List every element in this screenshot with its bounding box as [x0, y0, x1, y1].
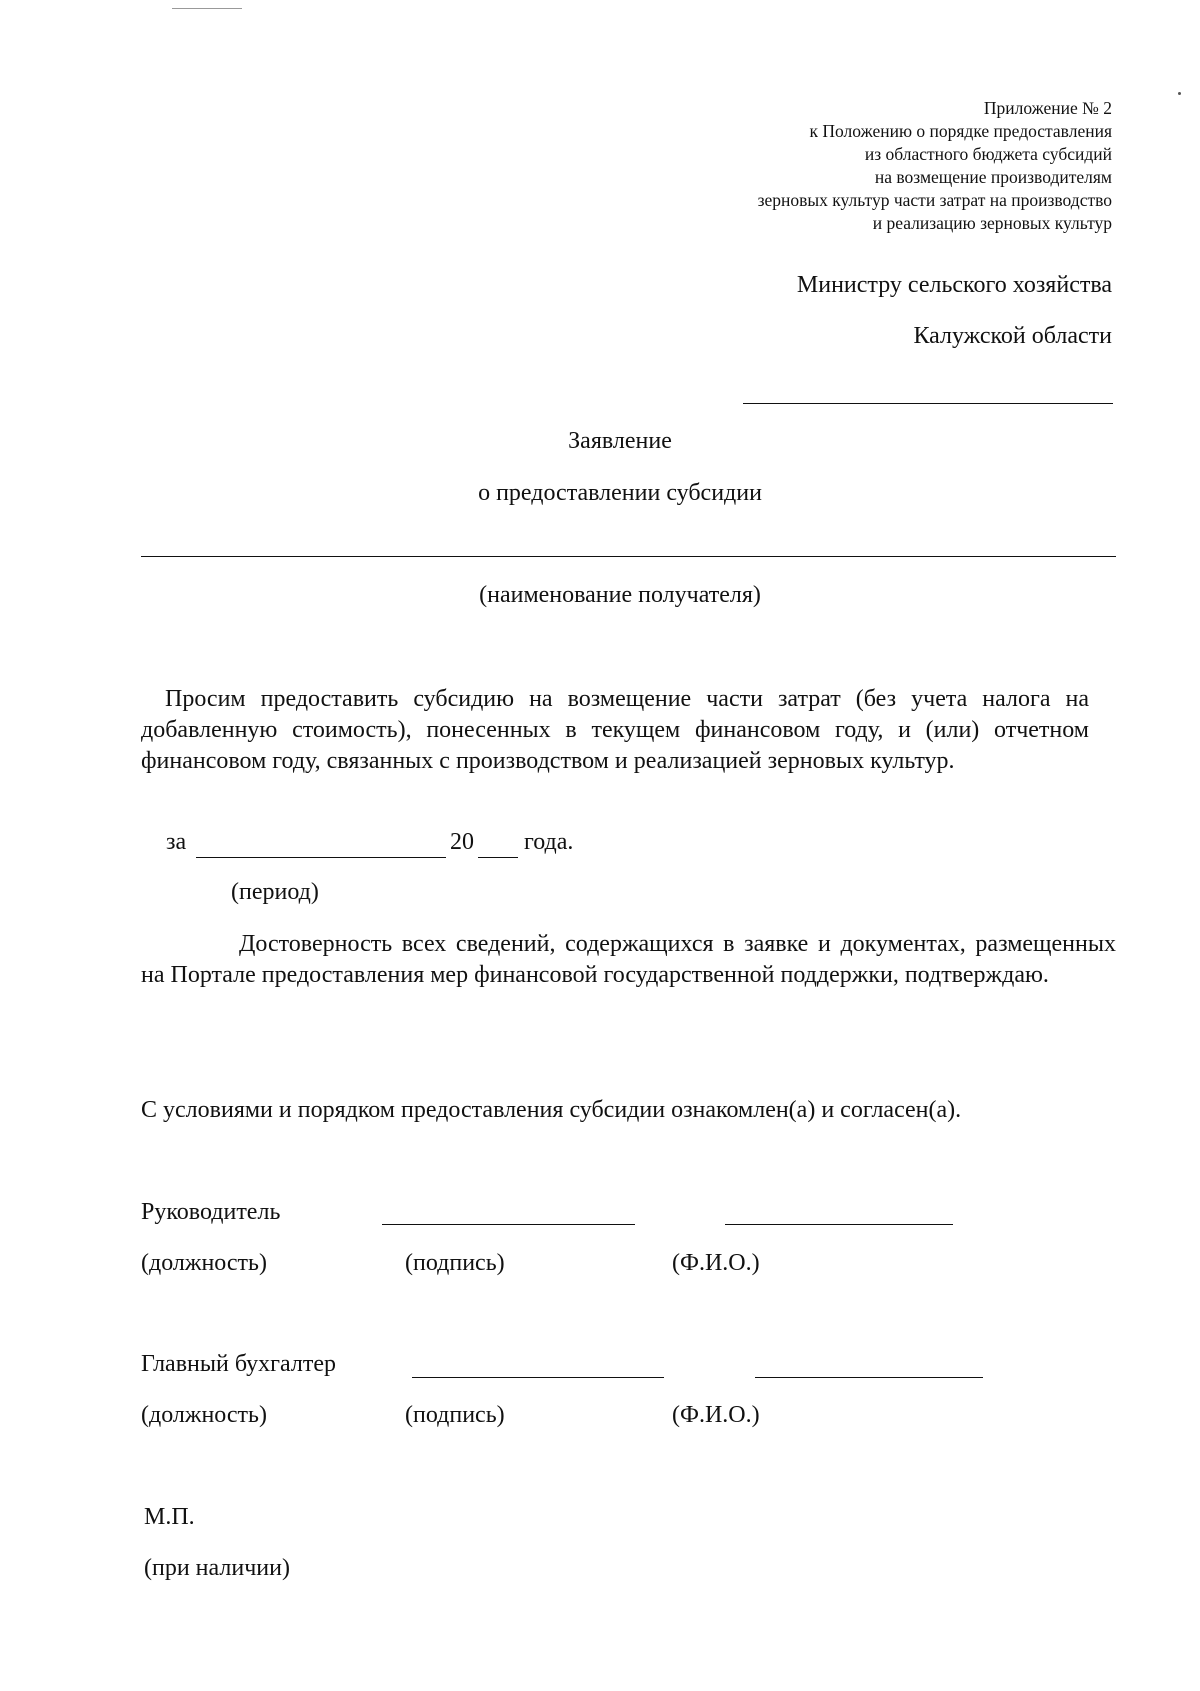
position-caption: (должность): [141, 1402, 267, 1428]
signer-role-accountant: Главный бухгалтер: [141, 1351, 336, 1377]
addressee-region: Калужской области: [913, 323, 1112, 349]
signature-caption: (подпись): [405, 1250, 505, 1276]
scan-artifact: [1178, 92, 1181, 95]
annex-number: Приложение № 2: [983, 98, 1112, 118]
annex-line: зерновых культур части затрат на производство: [757, 190, 1112, 210]
signature-caption: (подпись): [405, 1402, 505, 1428]
period-year-prefix: 20: [450, 829, 474, 855]
position-caption: (должность): [141, 1250, 267, 1276]
period-blank-line: [196, 857, 446, 858]
signature-blank-line: [412, 1377, 664, 1378]
seal-caption: (при наличии): [144, 1555, 290, 1581]
annex-line: из областного бюджета субсидий: [864, 144, 1112, 164]
scan-artifact: [172, 8, 242, 9]
request-paragraph: Просим предоставить субсидию на возмещение части затрат (без учета налога на добавленную стоимость), понесенных в текущем финансовом году, и (или) отчетном финансовом году, связанных с производством и реализацией зерновых культур.: [141, 686, 1089, 774]
annex-line: и реализацию зерновых культур: [872, 213, 1112, 233]
annex-line: к Положению о порядке предоставления: [809, 121, 1112, 141]
recipient-caption: (наименование получателя): [479, 582, 761, 608]
recipient-blank-line: [141, 556, 1116, 557]
period-caption: (период): [231, 879, 319, 905]
addressee-blank-line: [743, 403, 1113, 404]
seal-label: М.П.: [144, 1504, 195, 1530]
name-blank-line: [725, 1224, 953, 1225]
addressee-ministry: Министру сельского хозяйства: [796, 272, 1112, 298]
signer-role-head: Руководитель: [141, 1199, 281, 1225]
signature-blank-line: [382, 1224, 635, 1225]
period-year-blank: [478, 857, 518, 858]
confirmation-paragraph: Достоверность всех сведений, содержащихся в заявке и документах, размещенных на Портале предоставления мер финансовой государственной поддержки, подтверждаю.: [141, 931, 1116, 988]
document-subtitle: о предоставлении субсидии: [478, 480, 762, 506]
annex-line: на возмещение производителям: [874, 167, 1112, 187]
name-blank-line: [755, 1377, 983, 1378]
agreement-text: С условиями и порядком предоставления субсидии ознакомлен(а) и согласен(а).: [141, 1097, 962, 1123]
period-prefix: за: [166, 829, 187, 855]
document-title: Заявление: [568, 428, 672, 454]
name-caption: (Ф.И.О.): [672, 1402, 760, 1428]
period-suffix: года.: [524, 829, 574, 855]
annex-header: [758, 97, 1112, 235]
name-caption: (Ф.И.О.): [672, 1250, 760, 1276]
